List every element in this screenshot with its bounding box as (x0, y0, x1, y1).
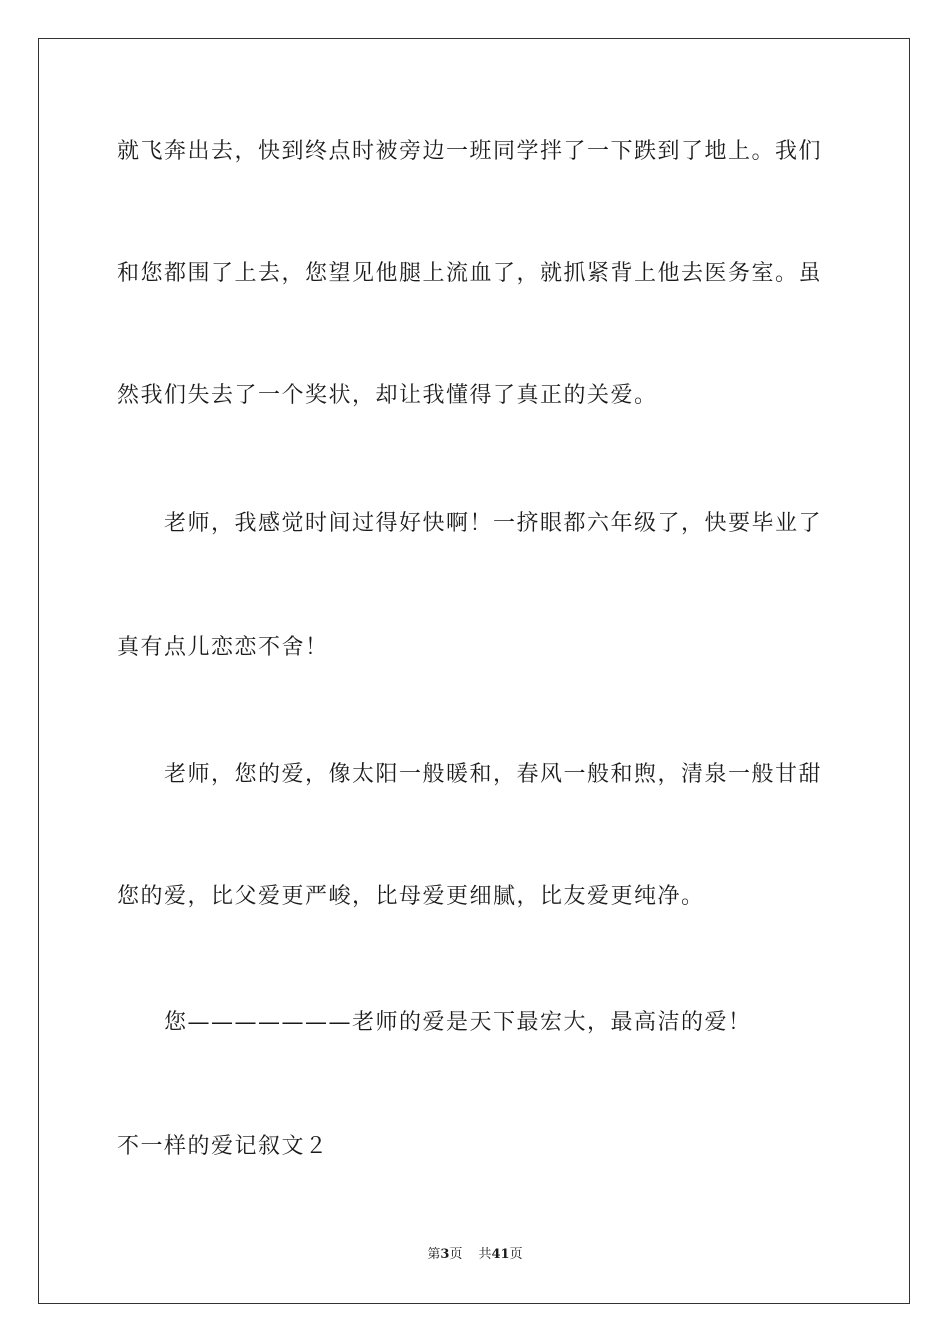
page-number: 3 (440, 1247, 450, 1262)
page-suffix: 页 (449, 1247, 463, 1262)
page-border (38, 38, 910, 1304)
paragraph-first-line: 您———————老师的爱是天下最宏大，最高洁的爱！ (164, 1010, 752, 1035)
total-prefix: 共 (478, 1247, 492, 1262)
section-heading: 不一样的爱记叙文２ (117, 1134, 329, 1159)
page-footer (0, 1246, 950, 1264)
text-line: 就飞奔出去，快到终点时被旁边一班同学拌了一下跌到了地上。我们 (117, 139, 823, 164)
paragraph-first-line: 老师，我感觉时间过得好快啊！一挤眼都六年级了，快要毕业了 (164, 511, 823, 536)
total-suffix: 页 (509, 1247, 523, 1262)
text-line: 真有点儿恋恋不舍！ (117, 635, 329, 660)
page-prefix: 第 (427, 1247, 441, 1262)
text-line: 您的爱，比父爱更严峻，比母爱更细腻，比友爱更纯净。 (117, 884, 705, 909)
text-line: 然我们失去了一个奖状，却让我懂得了真正的关爱。 (117, 383, 658, 408)
total-pages: 41 (491, 1247, 510, 1262)
paragraph-first-line: 老师，您的爱，像太阳一般暖和，春风一般和煦，清泉一般甘甜 (164, 762, 823, 787)
text-line: 和您都围了上去，您望见他腿上流血了，就抓紧背上他去医务室。虽 (117, 261, 823, 286)
